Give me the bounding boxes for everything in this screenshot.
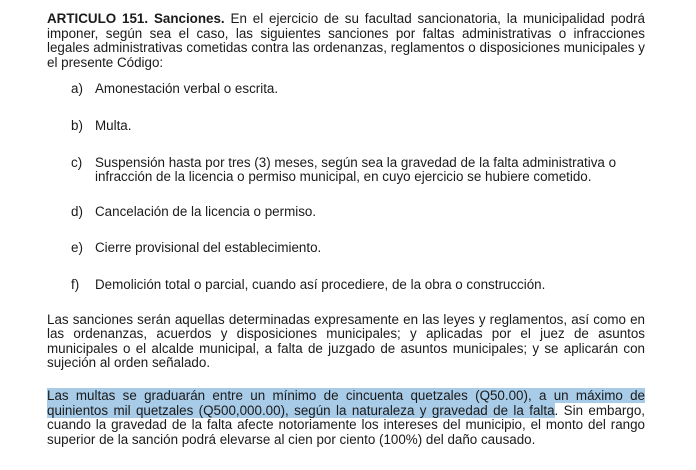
list-marker: e)	[71, 240, 83, 256]
list-item-text: Demolición total o parcial, cuando así procediere, de la obra o construcción.	[95, 276, 546, 292]
list-item-text: Multa.	[95, 117, 132, 133]
fines-rest-text: . Sin embargo, cuando la gravedad de la falta afecte notoriamente los intereses del municipio, el monto del rango superior de la sanción podrá elevarse al cien por ciento (100%) del daño causado.	[47, 402, 645, 447]
list-marker: b)	[71, 117, 83, 133]
sanctions-list	[47, 82, 645, 292]
sanctions-application-paragraph: Las sanciones serán aquellas determinadas expresamente en las leyes y reglamentos, así como en las ordenanzas, acuerdos y disposiciones municipales; y aplicadas por el juez de asuntos municipales o el alcalde municipal, a falta de juzgado de asuntos municipales; y se aplicarán con sujeción al orden señalado.	[47, 311, 645, 371]
list-item-text: Cancelación de la licencia o permiso.	[95, 203, 317, 219]
list-item-text: Suspensión hasta por tres (3) meses, según sea la gravedad de la falta administrativa o infracción de la licencia o permiso municipal, en cuyo ejercicio se hubiere cometido.	[95, 154, 617, 185]
article-title: ARTICULO 151. Sanciones.	[47, 11, 225, 26]
article-intro-paragraph	[47, 12, 645, 70]
sanction-item-d	[47, 205, 645, 220]
fines-paragraph	[47, 389, 645, 447]
list-marker: f)	[71, 276, 80, 292]
sanction-item-f	[47, 278, 645, 293]
sanction-item-b	[47, 119, 645, 134]
list-item-text: Amonestación verbal o escrita.	[95, 81, 279, 97]
list-marker: c)	[71, 154, 83, 170]
list-item-text: Cierre provisional del establecimiento.	[95, 240, 322, 256]
document-page	[47, 12, 645, 447]
sanction-item-e	[47, 241, 645, 256]
list-marker: a)	[71, 81, 83, 97]
article-intro-text: En el ejercicio de su facultad sancionatoria, la municipalidad podrá imponer, según sea el caso, las siguientes sanciones por faltas administrativas o infracciones legales administrativas cometidas contra las ordenanzas, reglamentos o disposiciones municipales y el presente Código:	[47, 11, 645, 70]
list-marker: d)	[71, 203, 83, 219]
sanction-item-c	[47, 156, 645, 185]
highlighted-text: Las multas se graduarán entre un mínimo de cincuenta quetzales (Q50.00), a un máximo de quinientos mil quetzales (Q500,000.00), según la naturaleza y gravedad de la falta	[47, 387, 645, 418]
sanction-item-a	[47, 82, 645, 97]
